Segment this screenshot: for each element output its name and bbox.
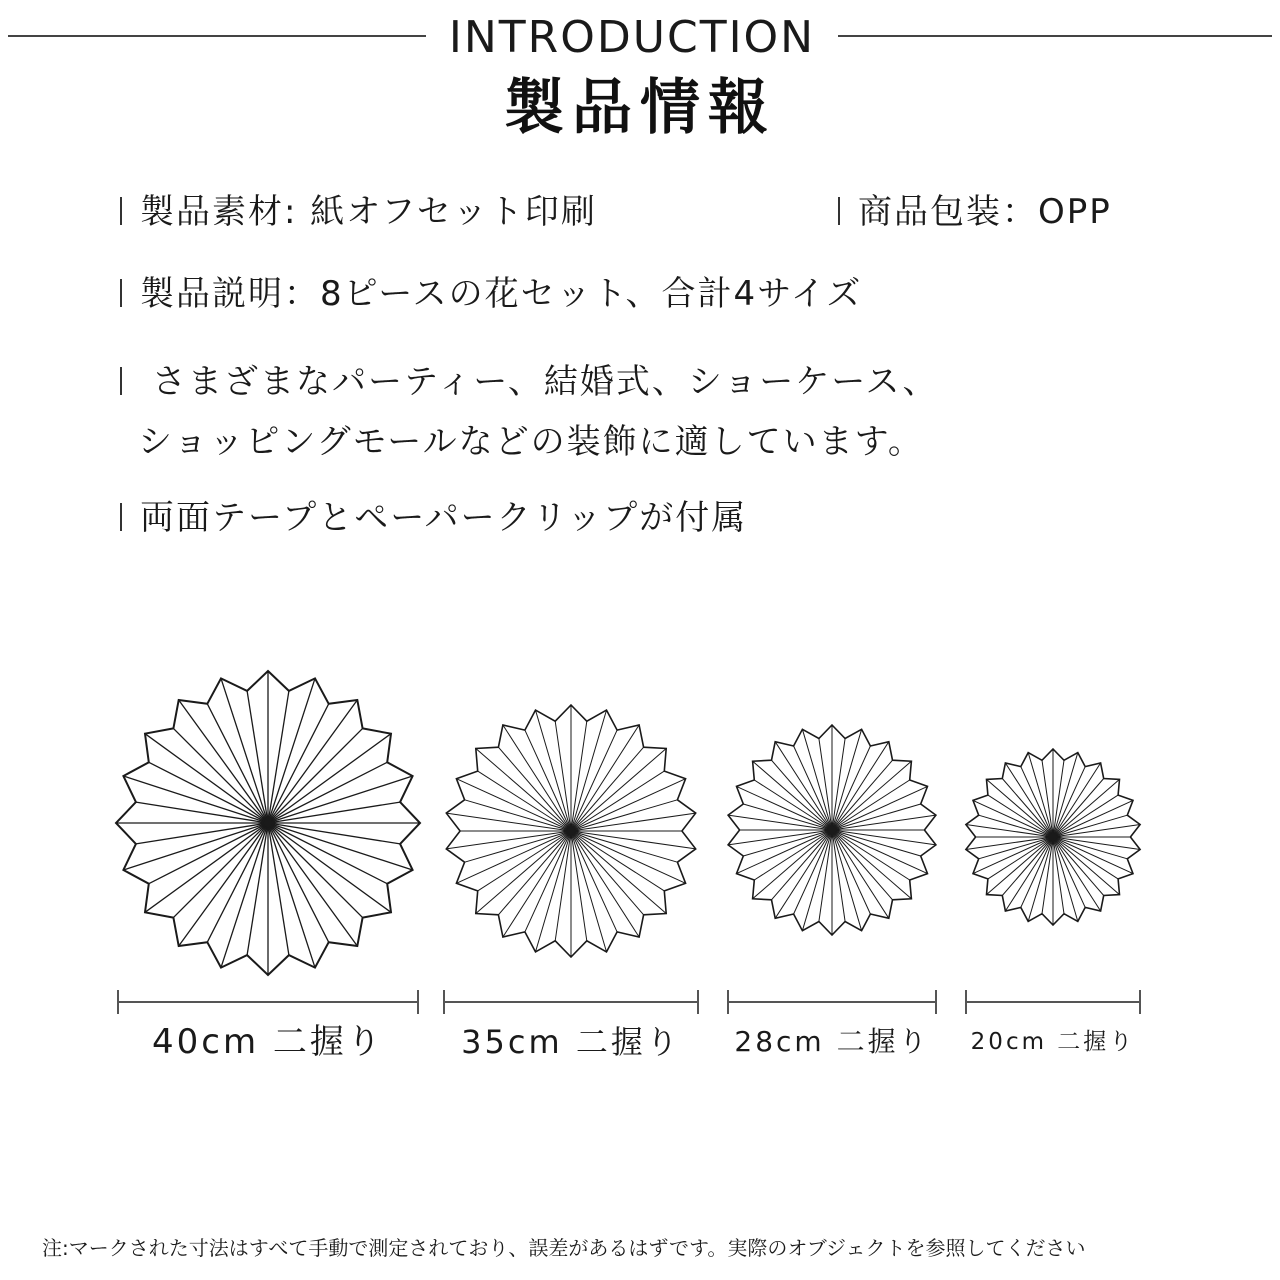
spec-usage-continued [138, 422, 924, 462]
spec-description-text: 製品説明：8ピースの花セット、合計4サイズ [140, 274, 863, 314]
bullet-bar [120, 367, 122, 395]
spec-packaging [838, 192, 1112, 232]
footnote: 注:マークされた寸法はすべて手動で測定されており、誤差があるはずです。実際のオブジェクトを参照してください [42, 1236, 1086, 1260]
header-title: INTRODUCTION [448, 12, 816, 63]
fan-center [1049, 833, 1057, 841]
paper-fan-28cm [728, 725, 936, 935]
header-rule-right [838, 35, 1272, 37]
bullet-bar [120, 279, 122, 307]
spec-usage-line2: ショッピングモールなどの装飾に適しています。 [138, 422, 924, 462]
size-label-28cm: 28cm 二握り [734, 1025, 930, 1058]
fan-center [264, 819, 272, 827]
bullet-bar [120, 503, 122, 531]
paper-fan-40cm [116, 671, 420, 975]
spec-material [120, 192, 597, 232]
spec-description [120, 274, 862, 314]
spec-material-text: 製品素材: 紙オフセット印刷 [140, 192, 597, 232]
paper-fan-35cm [446, 705, 695, 957]
fan-center [828, 826, 836, 834]
dimension-line-40cm [118, 990, 418, 1014]
spec-accessory-text: 両面テープとペーパークリップが付属 [140, 498, 748, 538]
bullet-bar [120, 197, 122, 225]
size-label-35cm: 35cm 二握り [461, 1023, 681, 1061]
bullet-bar [838, 197, 840, 225]
header-rule-left [8, 35, 426, 37]
spec-usage [120, 362, 939, 402]
spec-usage-line1: さまざまなパーティー、結婚式、ショーケース、 [152, 362, 939, 402]
spec-accessory [120, 498, 747, 538]
paper-fan-20cm [966, 749, 1140, 925]
dimension-line-28cm [728, 990, 936, 1014]
fan-center [567, 827, 575, 835]
dimension-line-35cm [444, 990, 698, 1014]
spec-packaging-text: 商品包装：OPP [858, 192, 1112, 232]
header-subtitle: 製品情報 [504, 73, 776, 143]
size-label-40cm: 40cm 二握り [152, 1022, 384, 1062]
size-label-20cm: 20cm 二握り [970, 1029, 1136, 1055]
dimension-line-20cm [966, 990, 1140, 1014]
